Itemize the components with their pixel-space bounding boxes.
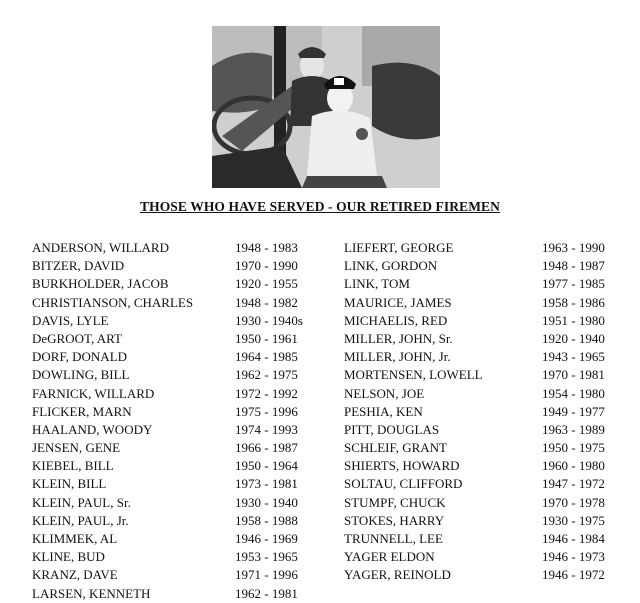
firemen-photo-drawing bbox=[212, 26, 440, 188]
roster-row bbox=[344, 385, 640, 403]
roster-row bbox=[344, 421, 640, 439]
roster-row bbox=[344, 366, 640, 384]
fireman-name: KLIMMEK, AL bbox=[32, 531, 118, 546]
roster-row bbox=[32, 294, 332, 312]
service-years: 1977 - 1985 bbox=[542, 276, 605, 292]
service-years: 1930 - 1975 bbox=[542, 512, 605, 528]
fireman-name: FARNICK, WILLARD bbox=[32, 385, 155, 401]
service-years: 1972 - 1992 bbox=[235, 385, 298, 401]
roster-row bbox=[32, 239, 332, 257]
service-years: 1970 - 1990 bbox=[235, 258, 298, 274]
fireman-name: DeGROOT, ART bbox=[32, 330, 122, 346]
roster-row bbox=[32, 585, 332, 603]
roster-row bbox=[32, 366, 332, 384]
roster-row bbox=[32, 530, 332, 548]
roster-row bbox=[344, 494, 640, 512]
service-years: 1963 - 1990 bbox=[542, 240, 605, 255]
fireman-name: LINK, GORDON bbox=[344, 258, 438, 274]
service-years: 1920 - 1955 bbox=[235, 276, 298, 292]
service-years: 1948 - 1982 bbox=[235, 294, 298, 310]
roster-row bbox=[344, 548, 640, 566]
roster-row bbox=[344, 239, 640, 257]
roster-row bbox=[344, 257, 640, 275]
service-years: 1966 - 1987 bbox=[235, 440, 298, 456]
fireman-name: TRUNNELL, LEE bbox=[344, 531, 443, 546]
fireman-name: KLINE, BUD bbox=[32, 549, 105, 565]
service-years: 1970 - 1978 bbox=[542, 494, 605, 510]
roster-row bbox=[32, 403, 332, 421]
fireman-name: DORF, DONALD bbox=[32, 349, 128, 365]
roster-row bbox=[344, 312, 640, 330]
service-years: 1975 - 1996 bbox=[235, 403, 298, 419]
service-years: 1950 - 1961 bbox=[235, 330, 298, 346]
service-years: 1947 - 1972 bbox=[542, 476, 605, 492]
left-roster bbox=[32, 239, 332, 603]
fireman-name: ANDERSON, WILLARD bbox=[32, 240, 169, 255]
service-years: 1953 - 1965 bbox=[235, 549, 298, 565]
fireman-name: MILLER, JOHN, Jr. bbox=[344, 349, 451, 365]
service-years: 1930 - 1940s bbox=[235, 312, 303, 328]
fireman-name: STOKES, HARRY bbox=[344, 512, 445, 528]
roster-row bbox=[32, 257, 332, 275]
fireman-name: MICHAELIS, RED bbox=[344, 312, 448, 328]
roster-row bbox=[32, 457, 332, 475]
roster-row bbox=[344, 330, 640, 348]
fireman-name: STUMPF, CHUCK bbox=[344, 494, 446, 510]
fireman-name: DAVIS, LYLE bbox=[32, 312, 109, 328]
service-years: 1946 - 1969 bbox=[235, 531, 298, 546]
roster-row bbox=[32, 385, 332, 403]
fireman-name: DOWLING, BILL bbox=[32, 367, 130, 383]
service-years: 1964 - 1985 bbox=[235, 349, 298, 365]
service-years: 1948 - 1987 bbox=[542, 258, 605, 274]
service-years: 1946 - 1984 bbox=[542, 531, 605, 546]
fireman-name: YAGER, REINOLD bbox=[344, 567, 451, 583]
service-years: 1946 - 1972 bbox=[542, 567, 605, 583]
service-years: 1930 - 1940 bbox=[235, 494, 298, 510]
service-years: 1962 - 1981 bbox=[235, 585, 298, 601]
roster-row bbox=[32, 330, 332, 348]
service-years: 1958 - 1988 bbox=[235, 512, 298, 528]
fireman-name: KIEBEL, BILL bbox=[32, 458, 114, 474]
service-years: 1960 - 1980 bbox=[542, 458, 605, 474]
fireman-name: FLICKER, MARN bbox=[32, 403, 132, 419]
fireman-name: PESHIA, KEN bbox=[344, 403, 423, 419]
service-years: 1970 - 1981 bbox=[542, 367, 605, 383]
roster-row bbox=[32, 421, 332, 439]
roster-row bbox=[32, 348, 332, 366]
right-roster bbox=[344, 239, 640, 585]
roster-row bbox=[32, 275, 332, 293]
service-years: 1974 - 1993 bbox=[235, 421, 298, 437]
fireman-name: CHRISTIANSON, CHARLES bbox=[32, 294, 194, 310]
roster-row bbox=[344, 457, 640, 475]
service-years: 1973 - 1981 bbox=[235, 476, 298, 492]
service-years: 1950 - 1964 bbox=[235, 458, 298, 474]
fireman-name: MILLER, JOHN, Sr. bbox=[344, 330, 453, 346]
service-years: 1963 - 1989 bbox=[542, 421, 605, 437]
roster-row bbox=[32, 312, 332, 330]
roster-row bbox=[344, 566, 640, 584]
roster-row bbox=[32, 548, 332, 566]
service-years: 1946 - 1973 bbox=[542, 549, 605, 565]
roster-row bbox=[32, 566, 332, 584]
service-years: 1958 - 1986 bbox=[542, 294, 605, 310]
roster-row bbox=[344, 530, 640, 548]
service-years: 1950 - 1975 bbox=[542, 440, 605, 456]
service-years: 1971 - 1996 bbox=[235, 567, 298, 583]
fireman-name: KLEIN, BILL bbox=[32, 476, 107, 492]
fireman-name: SOLTAU, CLIFFORD bbox=[344, 476, 463, 492]
service-years: 1962 - 1975 bbox=[235, 367, 298, 383]
roster-row bbox=[32, 494, 332, 512]
firemen-photo bbox=[212, 26, 440, 188]
fireman-name: KRANZ, DAVE bbox=[32, 567, 118, 583]
roster-row bbox=[344, 294, 640, 312]
page-heading: THOSE WHO HAVE SERVED - OUR RETIRED FIREMEN bbox=[139, 199, 500, 214]
fireman-name: SHIERTS, HOWARD bbox=[344, 458, 460, 474]
fireman-name: BURKHOLDER, JACOB bbox=[32, 276, 169, 292]
fireman-name: MORTENSEN, LOWELL bbox=[344, 367, 483, 383]
roster-row bbox=[344, 512, 640, 530]
service-years: 1948 - 1983 bbox=[235, 240, 298, 255]
roster-row bbox=[344, 403, 640, 421]
roster-row bbox=[32, 475, 332, 493]
service-years: 1954 - 1980 bbox=[542, 385, 605, 401]
fireman-name: HAALAND, WOODY bbox=[32, 421, 153, 437]
fireman-name: YAGER ELDON bbox=[344, 549, 435, 565]
fireman-name: MAURICE, JAMES bbox=[344, 294, 452, 310]
roster-row bbox=[344, 439, 640, 457]
fireman-name: LIEFERT, GEORGE bbox=[344, 240, 454, 255]
fireman-name: LINK, TOM bbox=[344, 276, 410, 292]
service-years: 1949 - 1977 bbox=[542, 403, 605, 419]
roster-row bbox=[32, 439, 332, 457]
fireman-name: PITT, DOUGLAS bbox=[344, 421, 440, 437]
fireman-name: BITZER, DAVID bbox=[32, 258, 125, 274]
service-years: 1943 - 1965 bbox=[542, 349, 605, 365]
service-years: 1951 - 1980 bbox=[542, 312, 605, 328]
roster-row bbox=[344, 475, 640, 493]
fireman-name: NELSON, JOE bbox=[344, 385, 425, 401]
fireman-name: KLEIN, PAUL, Sr. bbox=[32, 494, 131, 510]
fireman-name: LARSEN, KENNETH bbox=[32, 585, 151, 601]
service-years: 1920 - 1940 bbox=[542, 330, 605, 346]
fireman-name: SCHLEIF, GRANT bbox=[344, 440, 447, 456]
roster-row bbox=[32, 512, 332, 530]
fireman-name: KLEIN, PAUL, Jr. bbox=[32, 512, 129, 528]
fireman-name: JENSEN, GENE bbox=[32, 440, 121, 456]
roster-row bbox=[344, 348, 640, 366]
roster-row bbox=[344, 275, 640, 293]
